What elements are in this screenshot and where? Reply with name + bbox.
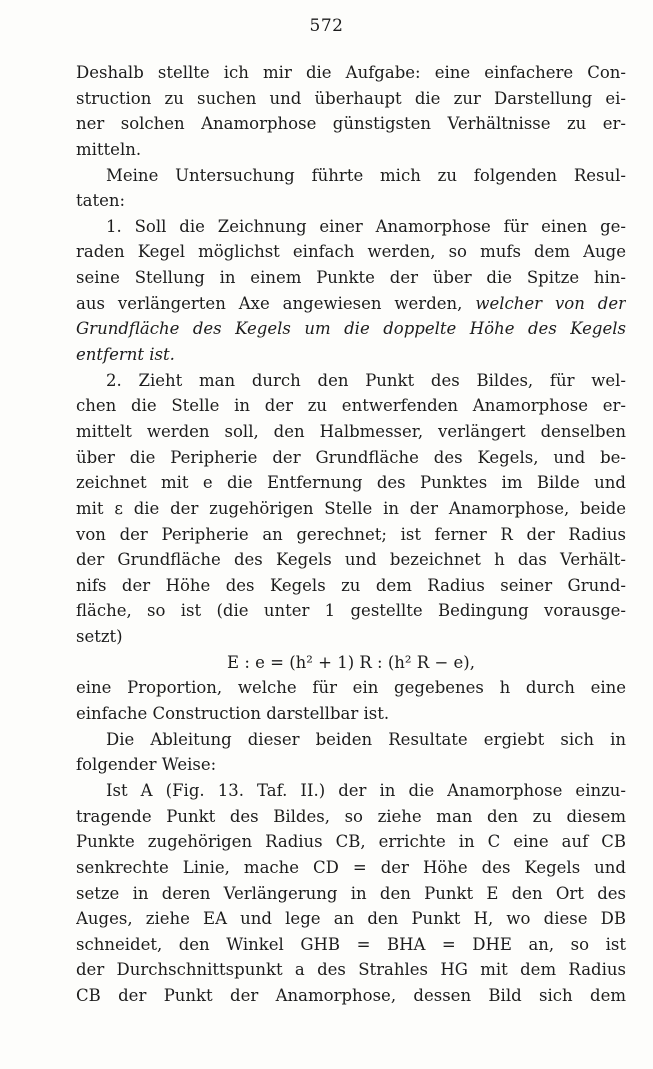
text-line: aus verlängerten Axe angewiesen werden, welcher von der [76,293,626,313]
text-line: Auges, ziehe EA und lege an den Punkt H, wo diese DB [76,909,626,929]
text-line: zeichnet mit e die Entfernung des Punktes im Bilde und [76,473,626,493]
text-line: Deshalb stellte ich mir die Aufgabe: eine einfachere Con- [76,63,626,82]
text-line: Die Ableitung dieser beiden Resultate ergiebt sich in [106,729,626,749]
text-line: eine Proportion, welche für ein gegebenes h durch eine [76,678,626,698]
text-line: von der Peripherie an gerechnet; ist ferner R der Radius [76,524,626,544]
text-line: schneidet, den Winkel GHB = BHA = DHE an, so ist [76,934,626,954]
text-line: ner solchen Anamorphose günstigsten Verhältnisse zu er- [76,114,626,134]
text-line: CB der Punkt der Anamorphose, dessen Bild sich dem [76,986,626,1006]
text-line: über die Peripherie der Grundfläche des Kegels, und be- [76,447,626,467]
text-line: 1. Soll die Zeichnung einer Anamorphose für einen ge- [106,216,626,236]
text-line: tragende Punkt des Bildes, so ziehe man den zu diesem [76,806,626,826]
text-line: nifs der Höhe des Kegels zu dem Radius seiner Grund- [76,575,626,595]
text-line: mittelt werden soll, den Halbmesser, verlängert denselben [76,421,626,441]
text-line: struction zu suchen und überhaupt die zur Darstellung ei- [76,88,626,108]
text-line: setze in deren Verlängerung in den Punkt E den Ort des [76,883,626,903]
text-line: 2. Zieht man durch den Punkt des Bildes, für wel- [106,370,626,390]
text-line: E : e = (h² + 1) R : (h² R − e), [227,652,475,672]
text-line: mitteln. [76,139,142,159]
text-line: folgender Weise: [76,755,217,775]
text-line: Grundfläche des Kegels um die doppelte Höhe des Kegels [76,319,626,339]
text-line: Punkte zugehörigen Radius CB, errichte in C eine auf CB [76,832,626,852]
text-line: chen die Stelle in der zu entwerfenden Anamorphose er- [76,396,626,416]
text-line: der Grundfläche des Kegels und bezeichnet h das Verhält- [76,550,626,570]
text-line: mit ε die der zugehörigen Stelle in der Anamorphose, beide [76,498,626,518]
text-line: einfache Construction darstellbar ist. [76,704,390,724]
text-line: Ist A (Fig. 13. Taf. II.) der in die Anamorphose einzu- [106,780,626,800]
text-line: taten: [76,191,126,211]
body-text [76,60,626,1009]
page-number: 572 [309,16,344,36]
text-line: seine Stellung in einem Punkte der über die Spitze hin- [76,268,626,288]
text-line: entfernt ist. [76,345,175,365]
text-line: raden Kegel möglichst einfach werden, so mufs dem Auge [76,242,626,262]
text-line: setzt) [76,627,123,647]
text-line: senkrechte Linie, mache CD = der Höhe des Kegels und [76,857,626,877]
text-line: fläche, so ist (die unter 1 gestellte Bedingung vorausge- [76,601,626,621]
text-line: Meine Untersuchung führte mich zu folgenden Resul- [106,165,626,185]
text-line: der Durchschnittspunkt a des Strahles HG mit dem Radius [76,960,626,980]
